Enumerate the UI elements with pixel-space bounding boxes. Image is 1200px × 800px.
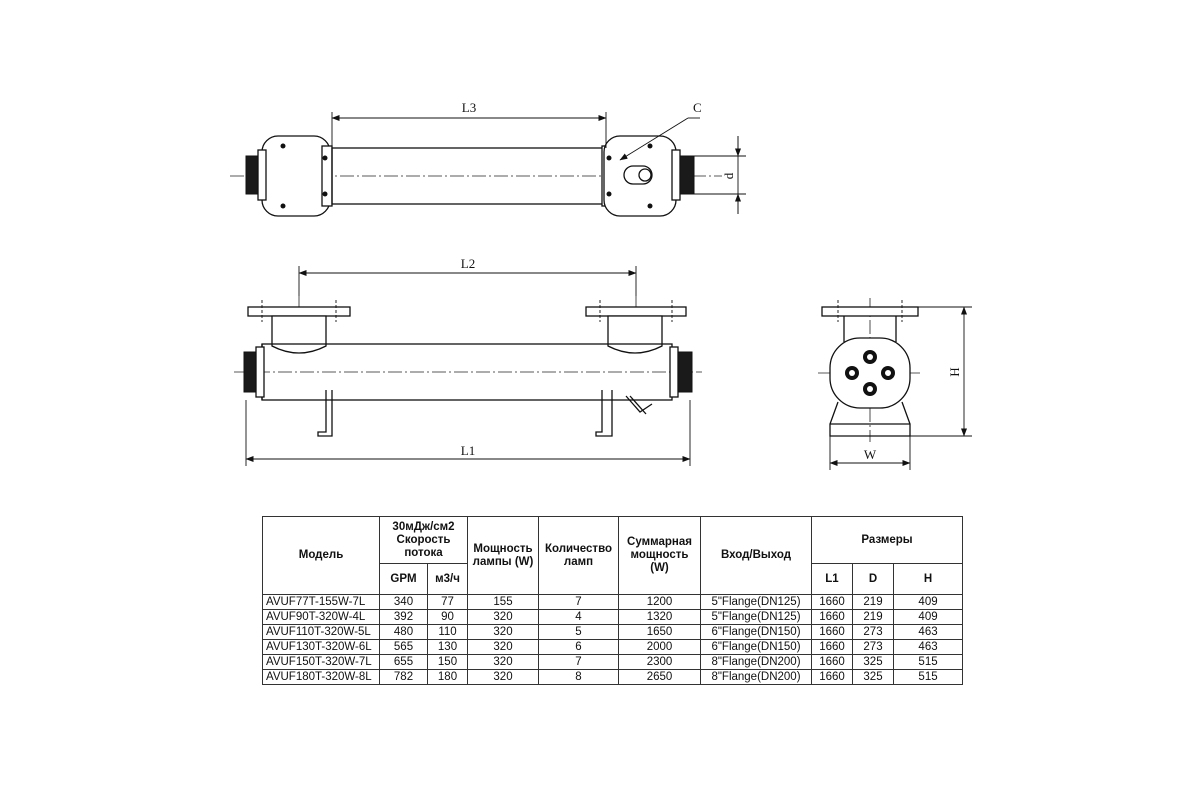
table-row (263, 610, 963, 625)
cell-d: 219 (853, 610, 894, 625)
cell-m3h: 90 (428, 610, 468, 625)
cell-h: 515 (894, 670, 963, 685)
header-l1: L1 (812, 564, 853, 595)
cell-l1: 1660 (812, 640, 853, 655)
top-view (230, 100, 746, 216)
header-h: H (894, 564, 963, 595)
cell-m3h: 110 (428, 625, 468, 640)
cell-l1: 1660 (812, 625, 853, 640)
cell-inlet-outlet: 6"Flange(DN150) (701, 625, 812, 640)
header-lamp-power: Мощность лампы (W) (468, 517, 539, 595)
table-row (263, 595, 963, 610)
table-row (263, 640, 963, 655)
cell-total-power: 1200 (619, 595, 701, 610)
side-body (830, 338, 910, 408)
cell-gpm: 565 (380, 640, 428, 655)
cell-gpm: 392 (380, 610, 428, 625)
header-d: D (853, 564, 894, 595)
cell-lamp-power: 155 (468, 595, 539, 610)
cell-lamp-power: 320 (468, 655, 539, 670)
label-h: H (947, 367, 962, 377)
cell-model: AVUF90T-320W-4L (263, 610, 380, 625)
cell-lamp-count: 7 (539, 595, 619, 610)
cell-lamp-power: 320 (468, 640, 539, 655)
cell-gpm: 655 (380, 655, 428, 670)
cell-inlet-outlet: 8"Flange(DN200) (701, 670, 812, 685)
cell-h: 463 (894, 625, 963, 640)
cell-m3h: 77 (428, 595, 468, 610)
cell-m3h: 150 (428, 655, 468, 670)
header-flow-group: 30мДж/см2 Скорость потока (380, 517, 468, 564)
cell-d: 219 (853, 595, 894, 610)
header-total-power: Суммарная мощность (W) (619, 517, 701, 595)
header-dimensions: Размеры (812, 517, 963, 564)
cell-lamp-count: 6 (539, 640, 619, 655)
front-left-inlet (248, 300, 350, 353)
cell-l1: 1660 (812, 595, 853, 610)
cell-total-power: 2000 (619, 640, 701, 655)
support-leg-right (596, 390, 612, 436)
front-right-endcap (678, 352, 692, 392)
cell-inlet-outlet: 6"Flange(DN150) (701, 640, 812, 655)
header-model: Модель (263, 517, 380, 595)
label-c: C (693, 100, 702, 115)
drain-valve (626, 396, 652, 412)
cell-gpm: 782 (380, 670, 428, 685)
header-gpm: GPM (380, 564, 428, 595)
cell-model: AVUF110T-320W-5L (263, 625, 380, 640)
cell-m3h: 180 (428, 670, 468, 685)
cell-inlet-outlet: 5"Flange(DN125) (701, 610, 812, 625)
side-view (818, 298, 972, 470)
cell-total-power: 2300 (619, 655, 701, 670)
cell-model: AVUF77T-155W-7L (263, 595, 380, 610)
cell-inlet-outlet: 5"Flange(DN125) (701, 595, 812, 610)
label-l1: L1 (460, 443, 476, 458)
header-lamp-count: Количество ламп (539, 517, 619, 595)
cell-h: 463 (894, 640, 963, 655)
table-row (263, 655, 963, 670)
spec-table (262, 516, 963, 685)
cell-l1: 1660 (812, 610, 853, 625)
cell-d: 273 (853, 625, 894, 640)
cell-h: 409 (894, 595, 963, 610)
cell-l1: 1660 (812, 670, 853, 685)
cell-lamp-count: 4 (539, 610, 619, 625)
cell-model: AVUF130T-320W-6L (263, 640, 380, 655)
label-l3: L3 (461, 100, 477, 115)
cell-total-power: 2650 (619, 670, 701, 685)
cell-h: 515 (894, 655, 963, 670)
cell-model: AVUF180T-320W-8L (263, 670, 380, 685)
cell-model: AVUF150T-320W-7L (263, 655, 380, 670)
sensor-port (624, 166, 652, 184)
cell-total-power: 1320 (619, 610, 701, 625)
cell-h: 409 (894, 610, 963, 625)
top-right-flange (602, 136, 694, 216)
front-view (234, 256, 702, 466)
cell-inlet-outlet: 8"Flange(DN200) (701, 655, 812, 670)
label-w: W (863, 447, 877, 462)
cell-lamp-count: 5 (539, 625, 619, 640)
front-right-outlet (586, 300, 686, 353)
cell-lamp-power: 320 (468, 610, 539, 625)
header-inlet-outlet: Вход/Выход (701, 517, 812, 595)
cell-total-power: 1650 (619, 625, 701, 640)
cell-m3h: 130 (428, 640, 468, 655)
label-d: d (721, 172, 736, 180)
support-leg-left (318, 390, 332, 436)
cell-d: 325 (853, 670, 894, 685)
cell-lamp-power: 320 (468, 625, 539, 640)
cell-lamp-count: 8 (539, 670, 619, 685)
header-m3h: м3/ч (428, 564, 468, 595)
cell-lamp-count: 7 (539, 655, 619, 670)
cell-gpm: 340 (380, 595, 428, 610)
table-row (263, 625, 963, 640)
top-left-flange (246, 136, 332, 216)
cell-d: 325 (853, 655, 894, 670)
cell-lamp-power: 320 (468, 670, 539, 685)
cell-d: 273 (853, 640, 894, 655)
cell-l1: 1660 (812, 655, 853, 670)
cell-gpm: 480 (380, 625, 428, 640)
table-row (263, 670, 963, 685)
label-l2: L2 (460, 256, 476, 271)
